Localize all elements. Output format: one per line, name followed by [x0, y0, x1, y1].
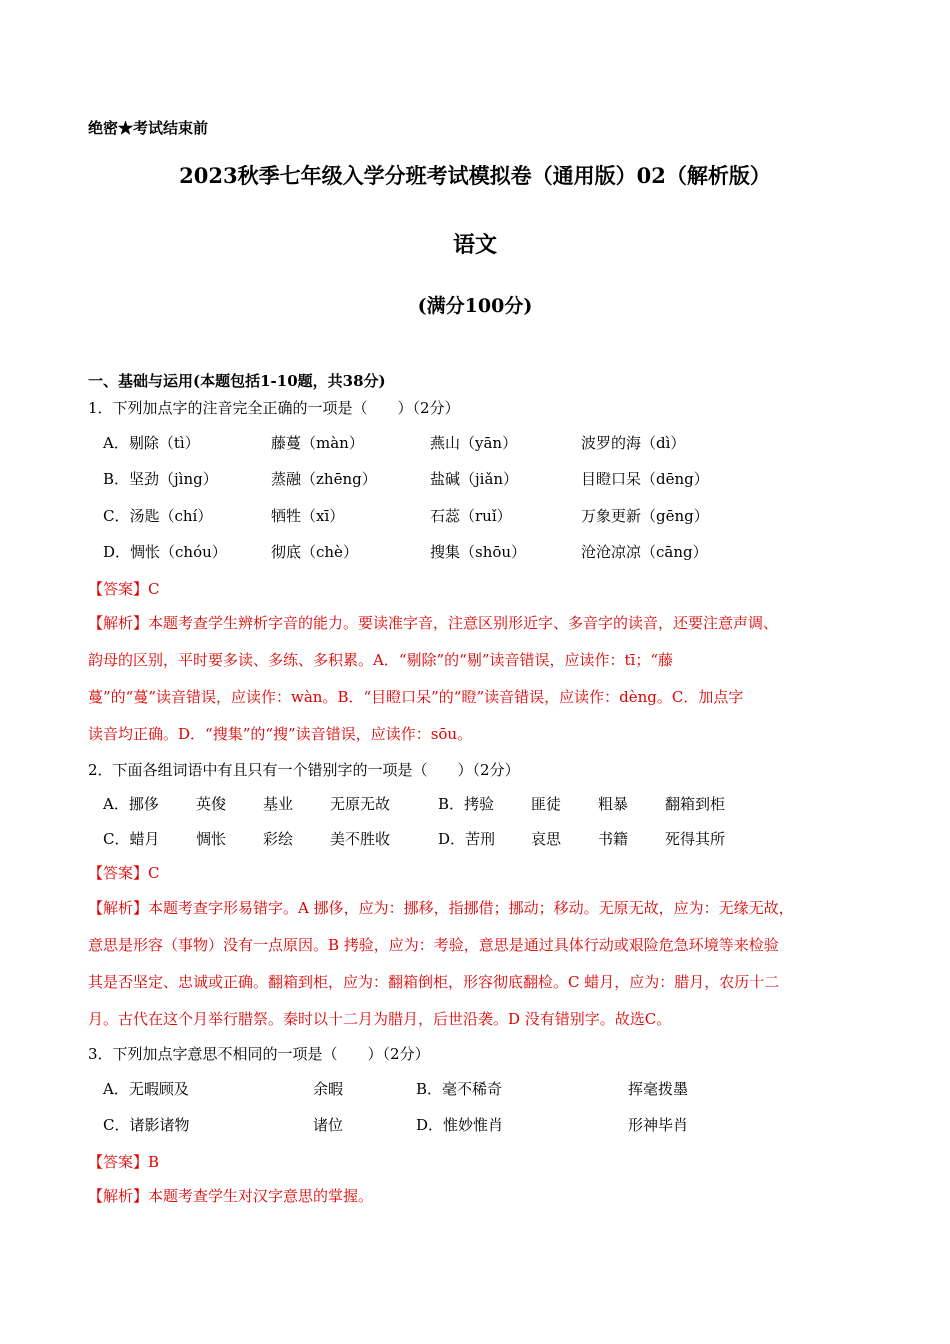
q1-option: A．剔除（tì） [103, 434, 200, 452]
q1-option: 石蕊（ruǐ） [430, 507, 512, 525]
q1-analysis-line: 韵母的区别，平时要多读、多练、多积累。A．“剔除”的“剔”读音错误，应读作：tī；“藤 [88, 651, 674, 669]
question-2-stem: 2．下面各组词语中有且只有一个错别字的一项是（ ）（2分） [88, 761, 520, 779]
question-3-stem: 3．下列加点字意思不相同的一项是（ ）（2分） [88, 1045, 430, 1063]
q1-option: D．惆怅（chóu） [103, 543, 227, 561]
q1-option: B．坚劲（jìng） [103, 470, 218, 488]
q2-word: 惆怅 [196, 830, 227, 848]
q1-answer: 【答案】C [88, 580, 160, 598]
q2-word: A．挪侈 [103, 795, 159, 813]
q2-word: 书籍 [598, 830, 629, 848]
q3-analysis: 【解析】本题考查学生对汉字意思的掌握。 [88, 1187, 374, 1205]
q3-option: B．毫不稀奇 [416, 1080, 503, 1098]
q1-analysis-line: 【解析】本题考查学生辨析字音的能力。要读准字音，注意区别形近字、多音字的读音，还要注意声调、 [88, 614, 779, 632]
q3-option: 形神毕肖 [628, 1116, 689, 1134]
full-score: (满分100分) [417, 295, 533, 317]
q1-option: 沧沧凉凉（cāng） [581, 543, 708, 561]
q2-word: 死得其所 [665, 830, 726, 848]
q1-option: 盐碱（jiǎn） [430, 470, 519, 488]
q2-word: B．拷验 [438, 795, 495, 813]
q1-option: 藤蔓（màn） [271, 434, 364, 452]
q2-word: 英俊 [196, 795, 227, 813]
q1-option: 牺牲（xī） [271, 507, 345, 525]
q3-option: C．诸影诸物 [103, 1116, 190, 1134]
q1-option: 波罗的海（dì） [581, 434, 686, 452]
subject-title: 语文 [452, 232, 497, 258]
q1-option: 搜集（shōu） [430, 543, 527, 561]
q1-option: 万象更新（gēng） [581, 507, 709, 525]
q1-option: 彻底（chè） [271, 543, 358, 561]
q1-analysis-line: 读音均正确。D．“搜集”的“搜”读音错误，应读作：sōu。 [88, 725, 473, 743]
q2-word: 匪徒 [531, 795, 562, 813]
confidential-label: 绝密★考试结束前 [88, 119, 209, 137]
q3-answer: 【答案】B [88, 1153, 160, 1171]
q2-analysis-line: 意思是形容（事物）没有一点原因。B 拷验，应为：考验，意思是通过具体行动或艰险危急环境等来检验 [88, 936, 779, 954]
q3-option: D．惟妙惟肖 [416, 1116, 504, 1134]
q2-analysis-line: 其是否坚定、忠诚或正确。翻箱到柜，应为：翻箱倒柜，形容彻底翻检。C 蜡月，应为：腊月，农历十二 [88, 973, 780, 991]
q2-word: 哀思 [531, 830, 562, 848]
q2-analysis-line: 【解析】本题考查字形易错字。A 挪侈，应为：挪移，指挪借；挪动；移动。无原无故，应为：无缘无故， [88, 899, 794, 917]
exam-title: 2023秋季七年级入学分班考试模拟卷（通用版）02（解析版） [179, 163, 771, 188]
q2-word: 彩绘 [263, 830, 294, 848]
q1-analysis-line: 蔓”的“蔓”读音错误，应读作：wàn。B．“目瞪口呆”的“瞪”读音错误，应读作：dèng。C．加点字 [88, 688, 744, 706]
q2-answer: 【答案】C [88, 864, 160, 882]
q2-word: C．蜡月 [103, 830, 160, 848]
q3-option: 挥毫拨墨 [628, 1080, 689, 1098]
q2-word: 基业 [263, 795, 294, 813]
q2-word: 美不胜收 [330, 830, 391, 848]
q3-option: 余暇 [313, 1080, 344, 1098]
question-1-stem: 1．下列加点字的注音完全正确的一项是（ ）（2分） [88, 399, 460, 417]
q2-word: 翻箱到柜 [665, 795, 726, 813]
q2-word: 无原无故 [330, 795, 391, 813]
q1-option: 目瞪口呆（dēng） [581, 470, 709, 488]
section-heading: 一、基础与运用(本题包括1-10题，共38分) [88, 372, 386, 390]
q1-option: C．汤匙（chí） [103, 507, 213, 525]
q3-option: A．无暇顾及 [103, 1080, 189, 1098]
q2-word: 粗暴 [598, 795, 629, 813]
q2-word: D．苦刑 [438, 830, 496, 848]
q1-option: 蒸融（zhēng） [271, 470, 377, 488]
q3-option: 诸位 [313, 1116, 344, 1134]
q1-option: 燕山（yān） [430, 434, 518, 452]
q2-analysis-line: 月。古代在这个月举行腊祭。秦时以十二月为腊月，后世沿袭。D 没有错别字。故选C。 [88, 1010, 672, 1028]
